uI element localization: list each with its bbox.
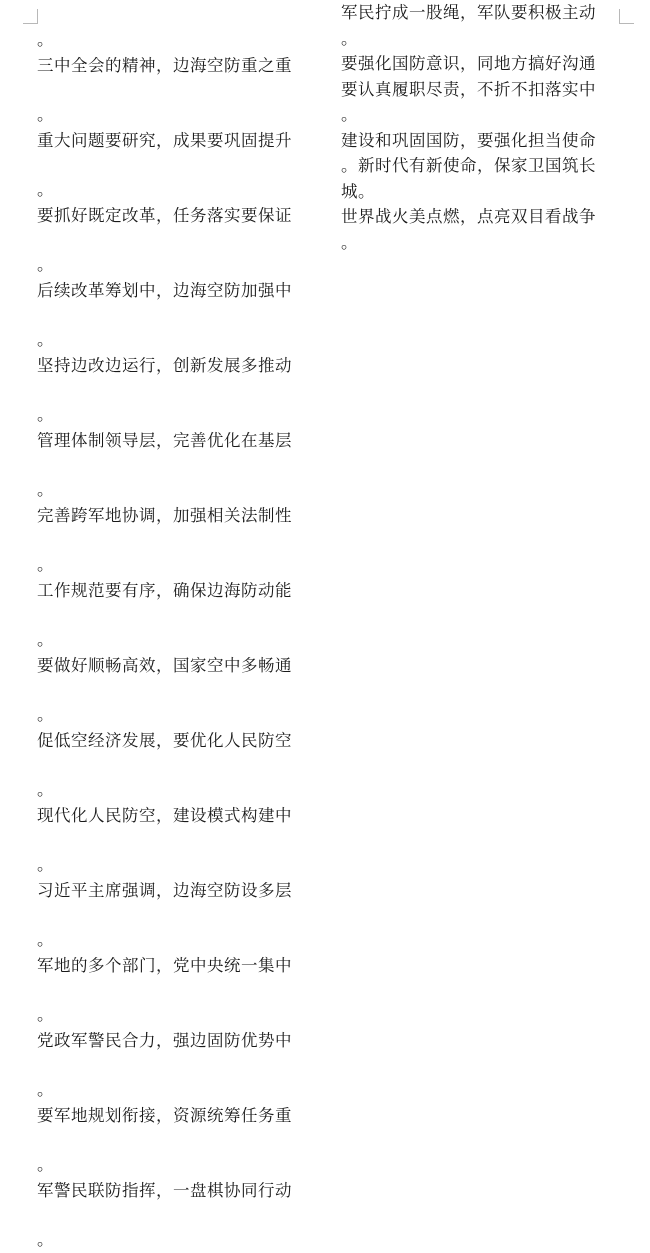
text-line: 。 [37, 855, 54, 874]
text-line: 。 [37, 1230, 54, 1249]
poem-paragraph [37, 678, 322, 753]
poem-paragraph [37, 303, 322, 378]
text-line: 要认真履职尽责，不折不扣落实中 [341, 79, 596, 99]
text-line: 后续改革筹划中，边海空防加强中 [37, 280, 292, 300]
text-line: 党政军警民合力，强边固防优势中 [37, 1030, 292, 1050]
poem-paragraph [37, 78, 322, 153]
poem-paragraph [37, 1053, 322, 1128]
text-line: 促低空经济发展，要优化人民防空 [37, 730, 292, 750]
text-line: 。 [341, 105, 358, 124]
text-column-left [37, 0, 322, 1253]
text-line: 习近平主席强调，边海空防设多层 [37, 880, 292, 900]
text-line: 。 [341, 28, 358, 48]
text-line: 三中全会的精神，边海空防重之重 [37, 55, 292, 75]
poem-paragraph [37, 1128, 322, 1203]
text-line: 要抓好既定改革，任务落实要保证 [37, 205, 292, 225]
text-line: 。 [37, 1155, 54, 1174]
text-line: 世界战火美点燃，点亮双目看战争 [341, 207, 596, 226]
text-line: 。 [37, 705, 54, 724]
poem-paragraph [37, 528, 322, 603]
text-line: 。 [341, 232, 358, 252]
text-line: 。 [37, 555, 54, 574]
poem-paragraph [341, 77, 626, 128]
text-line: 。 [37, 30, 54, 49]
text-line: 。 [37, 930, 54, 949]
text-line: 重大问题要研究，成果要巩固提升 [37, 130, 292, 150]
text-line: 。 [37, 780, 54, 799]
poem-paragraph [37, 228, 322, 303]
poem-paragraph [37, 0, 322, 78]
text-line: 现代化人民防空，建设模式构建中 [37, 805, 292, 825]
text-line: 。 [37, 105, 54, 124]
text-line: 军警民联防指挥，一盘棋协同行动 [37, 1180, 292, 1200]
poem-paragraph [341, 51, 626, 77]
text-line: 建设和巩固国防，要强化担当使命 [341, 130, 596, 150]
text-line: 。 [37, 480, 54, 499]
text-line: 。 [37, 1080, 54, 1099]
text-line: 要强化国防意识，同地方搞好沟通 [341, 54, 596, 73]
text-line: 要做好顺畅高效，国家空中多畅通 [37, 655, 292, 675]
text-line: 城。 [341, 181, 375, 201]
poem-paragraph [37, 978, 322, 1053]
text-line: 要军地规划衔接，资源统筹任务重 [37, 1105, 292, 1125]
text-line: 坚持边改边运行，创新发展多推动 [37, 355, 292, 375]
poem-paragraph [37, 828, 322, 903]
page-corner-mark-top-left [23, 9, 38, 24]
text-line: 。 [37, 255, 54, 274]
text-line: 。 [37, 180, 54, 199]
text-line: 。 [37, 630, 54, 649]
poem-paragraph [341, 128, 626, 205]
poem-paragraph [341, 0, 626, 51]
poem-paragraph [37, 453, 322, 528]
poem-paragraph [37, 753, 322, 828]
text-line: 完善跨军地协调，加强相关法制性 [37, 505, 292, 525]
text-line: 军地的多个部门，党中央统一集中 [37, 955, 292, 975]
text-line: 工作规范要有序，确保边海防动能 [37, 580, 292, 600]
poem-paragraph [37, 1203, 322, 1253]
text-column-right [341, 0, 626, 255]
text-line: 。 [37, 330, 54, 349]
text-line: 军民拧成一股绳，军队要积极主动 [341, 3, 596, 22]
poem-paragraph [341, 204, 626, 255]
poem-paragraph [37, 903, 322, 978]
poem-paragraph [37, 603, 322, 678]
poem-paragraph [37, 378, 322, 453]
text-line: 。 [37, 405, 54, 424]
poem-paragraph [37, 153, 322, 228]
text-line: 管理体制领导层，完善优化在基层 [37, 430, 292, 450]
text-line: 。 [37, 1005, 54, 1024]
text-line: 。新时代有新使命，保家卫国筑长 [341, 156, 596, 175]
